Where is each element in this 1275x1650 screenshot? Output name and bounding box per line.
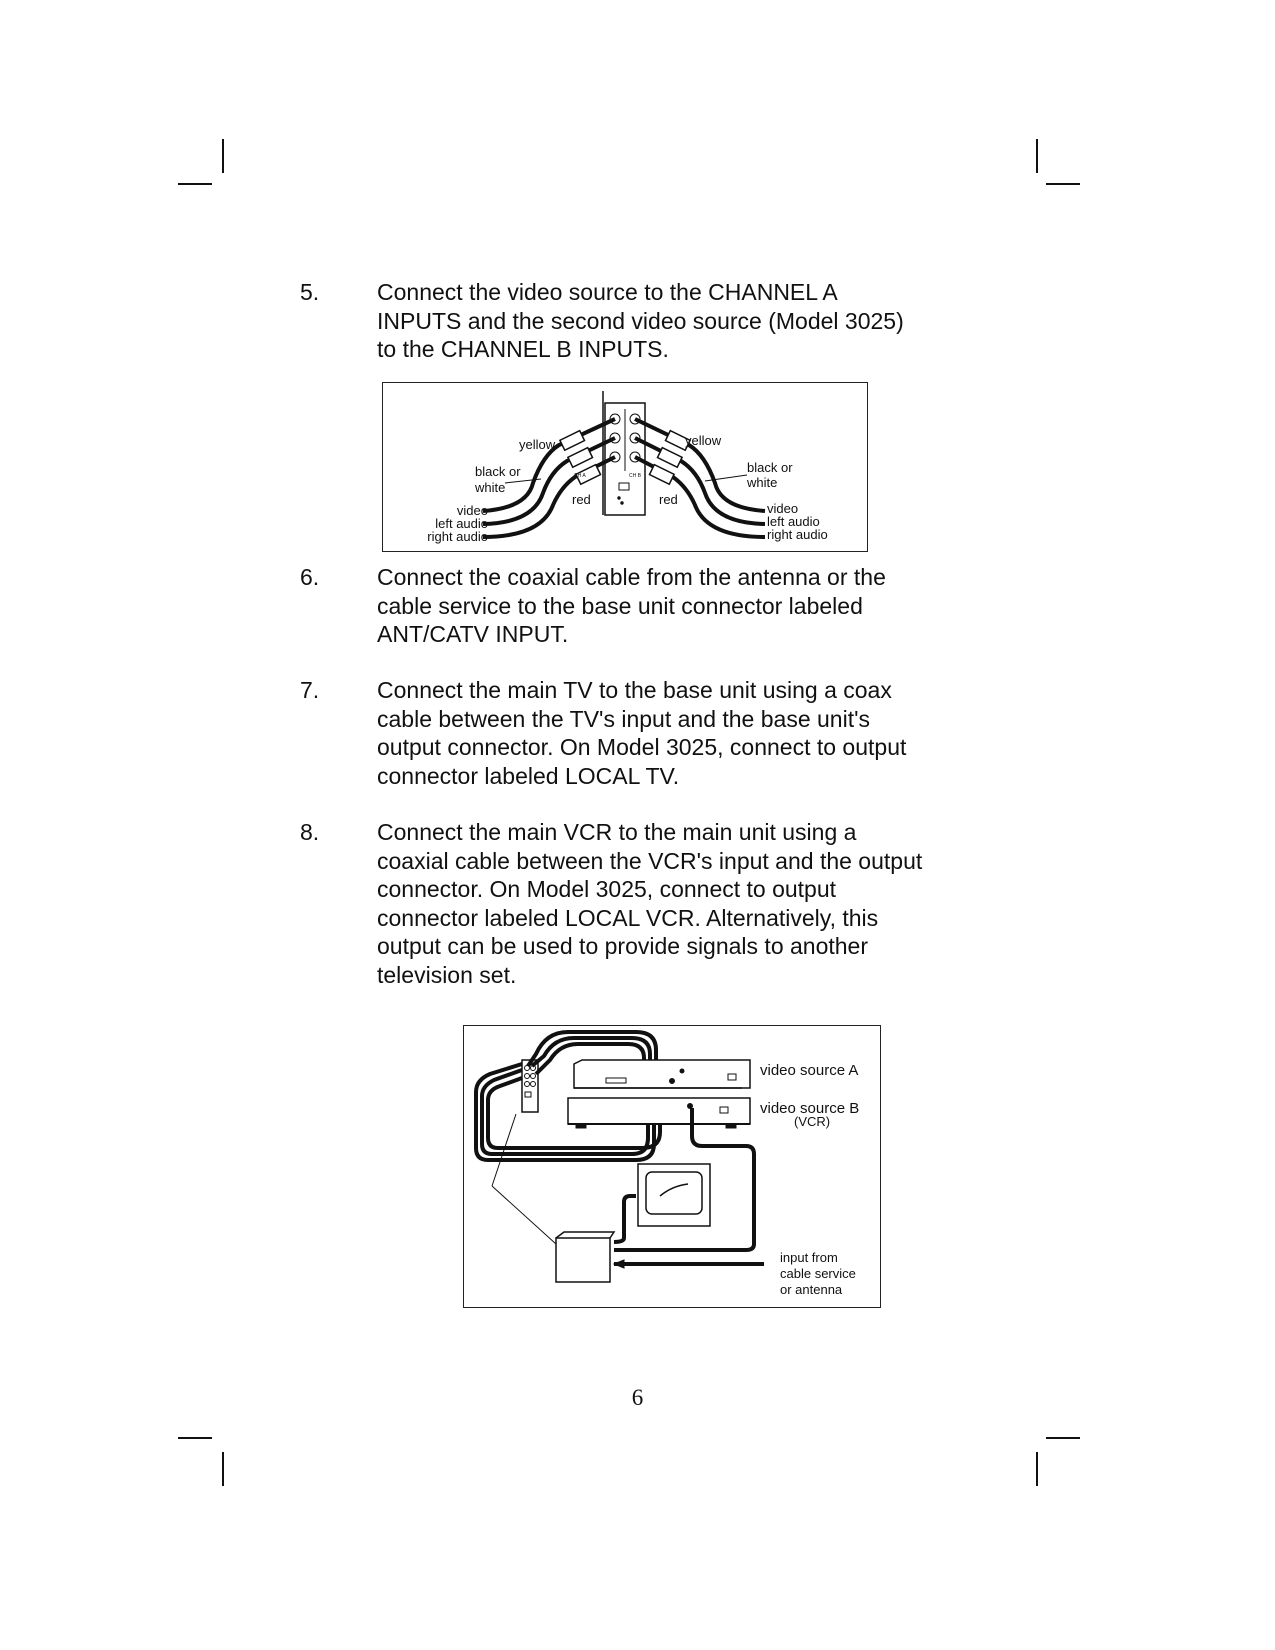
video-source-a-box: [574, 1060, 750, 1088]
step-number: 5.: [300, 279, 320, 305]
base-unit: [556, 1238, 610, 1282]
step-number: 6.: [300, 564, 320, 590]
crop-mark-bottom-right-vertical: [1036, 1452, 1038, 1486]
step-line: cable between the TV's input and the base unit's: [377, 705, 870, 732]
right-label-right-audio: right audio: [767, 527, 828, 542]
step-line: Connect the main VCR to the main unit using a: [377, 819, 857, 845]
crop-mark-top-right-horizontal: [1046, 183, 1080, 185]
crop-mark-bottom-right-horizontal: [1046, 1437, 1080, 1439]
right-label-video: video: [767, 501, 799, 516]
label-video-source-b: video source B: [760, 1100, 860, 1117]
label-input-line-3: or antenna: [780, 1282, 843, 1297]
left-label-left-audio: left audio: [435, 516, 488, 531]
left-label-right-audio: right audio: [427, 529, 488, 544]
step-text: [377, 676, 977, 790]
crop-mark-bottom-left-vertical: [222, 1452, 224, 1486]
step-line: cable service to the base unit connector labeled: [377, 592, 863, 619]
step-line: Connect the video source to the CHANNEL A: [377, 279, 838, 305]
label-input-line-1: input from: [780, 1250, 838, 1265]
crop-mark-top-left-vertical: [222, 139, 224, 173]
video-source-b-box: [568, 1098, 750, 1124]
step-line: output connector. On Model 3025, connect to output: [377, 734, 907, 760]
step-line: ANT/CATV INPUT.: [377, 621, 569, 647]
crop-mark-top-right-vertical: [1036, 139, 1038, 173]
step-line: television set.: [377, 961, 517, 988]
panel-label-ch-a: CH A: [574, 473, 586, 479]
step-number: 7.: [300, 677, 320, 703]
step-line: connector labeled LOCAL VCR. Alternatively, this: [377, 904, 879, 931]
crop-mark-top-left-horizontal: [178, 183, 212, 185]
right-label-red: red: [659, 492, 678, 507]
step-line: to the CHANNEL B INPUTS.: [377, 336, 669, 362]
panel-label-ch-b: CH B: [629, 473, 641, 479]
crop-mark-bottom-left-horizontal: [178, 1437, 212, 1439]
left-label-red: red: [572, 492, 591, 507]
step-line: coaxial cable between the VCR's input and the output: [377, 847, 923, 874]
step-line: connector labeled LOCAL TV.: [377, 762, 680, 789]
step-line: connector. On Model 3025, connect to output: [377, 876, 837, 902]
hookup-diagram: [463, 1025, 881, 1308]
label-video-source-a: video source A: [760, 1062, 859, 1079]
connector-diagram-drawing: [383, 383, 867, 551]
right-label-white: white: [747, 475, 778, 490]
right-label-black-or: black or: [747, 460, 793, 475]
label-vcr: (VCR): [794, 1114, 831, 1129]
left-label-black-or: black or: [475, 464, 521, 479]
left-label-white: white: [475, 480, 506, 495]
connector-diagram: [382, 382, 868, 552]
hookup-diagram-drawing: [464, 1026, 880, 1307]
step-text: [377, 278, 977, 364]
page-number: 6: [631, 1385, 644, 1410]
step-number: 8.: [300, 819, 320, 845]
step-text: [377, 818, 977, 989]
step-line: Connect the coaxial cable from the antenna or the: [377, 564, 886, 590]
right-label-left-audio: left audio: [767, 514, 820, 529]
step-line: output can be used to provide signals to another: [377, 933, 869, 959]
left-label-video: video: [456, 503, 488, 518]
left-label-yellow: yellow: [519, 437, 556, 452]
step-line: Connect the main TV to the base unit using a coax: [377, 677, 892, 703]
step-line: INPUTS and the second video source (Model 3025): [377, 307, 904, 334]
label-input-line-2: cable service: [780, 1266, 856, 1281]
right-label-yellow: yellow: [685, 433, 722, 448]
step-text: [377, 563, 977, 649]
